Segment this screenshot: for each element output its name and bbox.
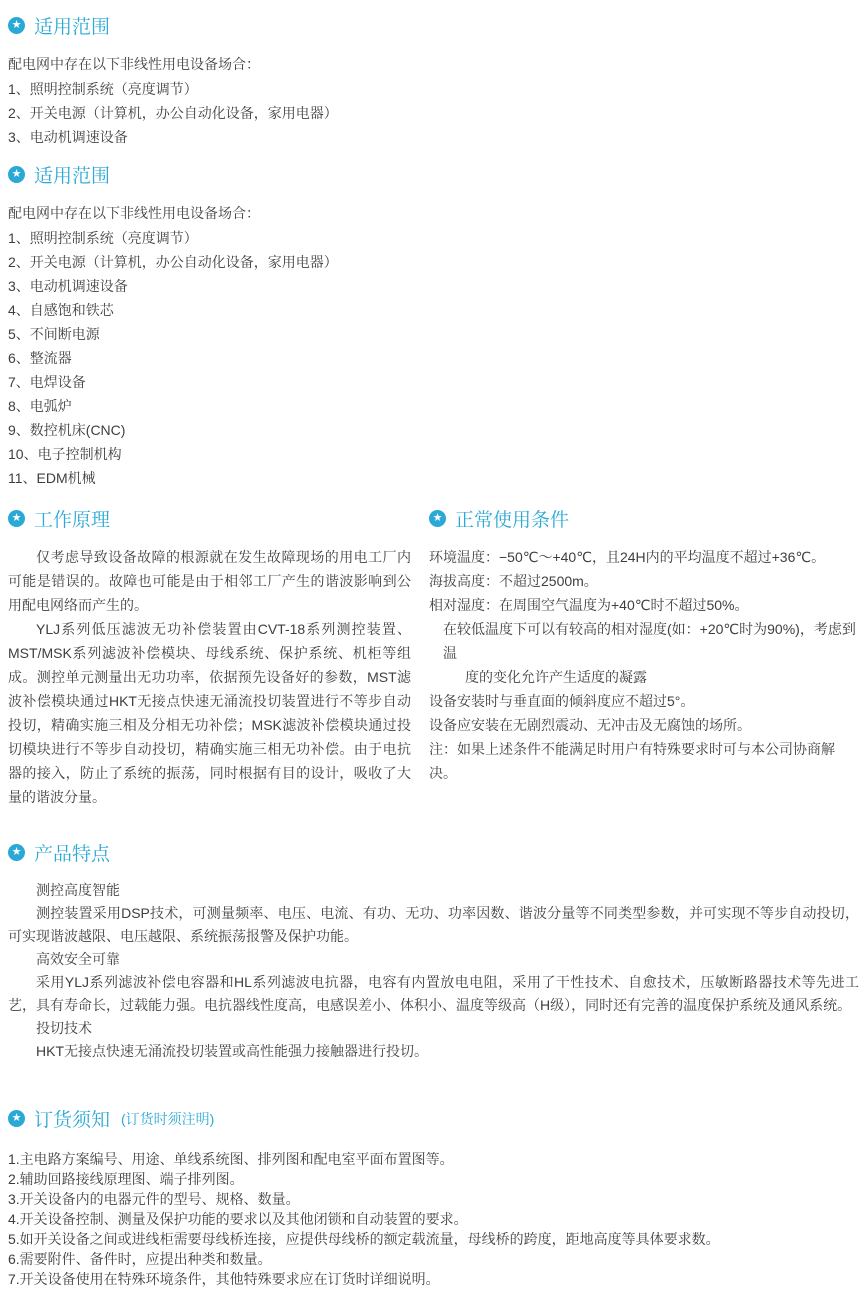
section-title: 适用范围 (34, 17, 111, 38)
feature-subtitle: 投切技术 (36, 1020, 92, 1036)
star-icon: ★ (8, 510, 25, 527)
section-title: 适用范围 (34, 166, 111, 187)
section-normal-conditions-heading (429, 505, 859, 532)
star-icon: ★ (8, 844, 25, 861)
list-item: 4、自感饱和铁芯 (8, 302, 114, 318)
condition-line: 设备安装时与垂直面的倾斜度应不超过5°。 (429, 693, 695, 709)
section-title: 正常使用条件 (455, 510, 570, 531)
list-item: 11、EDM机械 (8, 470, 96, 486)
list-item: 10、电子控制机构 (8, 446, 122, 462)
condition-line: 度的变化允许产生适度的凝露 (465, 669, 647, 685)
star-icon: ★ (8, 166, 25, 183)
section-scope-1 (8, 12, 859, 149)
feature-subtitle: 测控高度智能 (36, 882, 120, 898)
paragraph: YLJ系列低压滤波无功补偿装置由CVT-18系列测控装置、MST/MSK系列滤波补偿模块、母线系统、保护系统、机柜等组成。测控单元测量出无功功率，依据预先设备好的参数，MST滤波补偿模块通过HKT无接点快速无涌流投切装置进行不等步自动投切，精确实施三相及分相无功补偿；MSK滤波补偿模块通过投切模块进行不等步自动投切，精确实施三相无功补偿。由于电抗器的接入，防止了系统的振荡，同时根据有目的设计，吸收了大量的谐波分量。 (8, 621, 411, 805)
section-ordering-notes-heading (8, 1105, 859, 1132)
section-scope-1-heading (8, 12, 859, 39)
feature-paragraph: HKT无接点快速无涌流投切装置或高性能强力接触器进行投切。 (36, 1043, 428, 1059)
order-item: 7.开关设备使用在特殊环境条件，其他特殊要求应在订货时详细说明。 (8, 1271, 440, 1287)
feature-paragraph: 采用YLJ系列滤波补偿电容器和HL系列滤波电抗器，电容有内置放电电阻，采用了干性技术、自愈技术，压敏断路器技术等先进工艺，具有寿命长，过载能力强。电抗器线性度高，电感误差小、体积小、温度等级高（H级），同时还有完善的温度保护系统及通风系统。 (8, 974, 859, 1013)
section-working-principle-heading (8, 505, 411, 532)
list-item: 1、照明控制系统（亮度调节） (8, 230, 198, 246)
order-item: 6.需要附件、备件时，应提出种类和数量。 (8, 1251, 272, 1267)
condition-line: 海拔高度：不超过2500m。 (429, 573, 598, 589)
condition-line: 设备应安装在无剧烈震动、无冲击及无腐蚀的场所。 (429, 717, 751, 733)
section-product-features (8, 839, 859, 1063)
order-item: 1.主电路方案编号、用途、单线系统图、排列图和配电室平面布置图等。 (8, 1151, 454, 1167)
list-item: 5、不间断电源 (8, 326, 100, 342)
order-item: 4.开关设备控制、测量及保护功能的要求以及其他闭锁和自动装置的要求。 (8, 1211, 468, 1227)
feature-paragraph: 测控装置采用DSP技术，可测量频率、电压、电流、有功、无功、功率因数、谐波分量等不同类型参数，并可实现不等步自动投切，可实现谐波越限、电压越限、系统振荡报警及保护功能。 (8, 905, 859, 944)
order-item: 2.辅助回路接线原理图、端子排列图。 (8, 1171, 244, 1187)
list-item: 2、开关电源（计算机，办公自动化设备，家用电器） (8, 105, 338, 121)
feature-subtitle: 高效安全可靠 (36, 951, 120, 967)
section-working-principle (8, 505, 411, 809)
paragraph: 仅考虑导致设备故障的根源就在发生故障现场的用电工厂内可能是错误的。故障也可能是由于相邻工厂产生的谐波影响到公用配电网络而产生的。 (8, 549, 411, 613)
order-item: 5.如开关设备之间或进线柜需要母线桥连接，应提供母线桥的额定载流量，母线桥的跨度，距地高度等具体要求数。 (8, 1231, 720, 1247)
star-icon: ★ (8, 1110, 25, 1127)
order-item: 3.开关设备内的电器元件的型号、规格、数量。 (8, 1191, 300, 1207)
section-scope-2-heading (8, 161, 859, 188)
section-ordering-notes (8, 1105, 859, 1289)
list-item: 7、电焊设备 (8, 374, 86, 390)
list-item: 9、数控机床(CNC) (8, 422, 126, 438)
condition-line: 在较低温度下可以有较高的相对湿度(如：+20℃时为90%)，考虑到温 (443, 621, 856, 661)
section-title: 产品特点 (34, 844, 111, 865)
section-scope-2 (8, 161, 859, 490)
list-item: 6、整流器 (8, 350, 72, 366)
section-subtitle: (订货时须注明) (121, 1110, 215, 1127)
section-normal-conditions (429, 505, 859, 785)
section-intro: 配电网中存在以下非线性用电设备场合： (8, 205, 260, 221)
section-title: 订货须知 (34, 1110, 111, 1131)
list-item: 3、电动机调速设备 (8, 278, 128, 294)
list-item: 3、电动机调速设备 (8, 129, 128, 145)
list-item: 2、开关电源（计算机，办公自动化设备，家用电器） (8, 254, 338, 270)
condition-line: 注：如果上述条件不能满足时用户有特殊要求时可与本公司协商解决。 (429, 741, 835, 781)
condition-line: 相对湿度：在周围空气温度为+40℃时不超过50%。 (429, 597, 749, 613)
condition-line: 环境温度：−50℃～+40℃，且24H内的平均温度不超过+36℃。 (429, 549, 826, 565)
list-item: 8、电弧炉 (8, 398, 72, 414)
two-column-row (8, 505, 859, 809)
list-item: 1、照明控制系统（亮度调节） (8, 81, 198, 97)
section-title: 工作原理 (34, 510, 111, 531)
section-intro: 配电网中存在以下非线性用电设备场合： (8, 56, 260, 72)
section-product-features-heading (8, 839, 859, 866)
star-icon: ★ (8, 17, 25, 34)
star-icon: ★ (429, 510, 446, 527)
